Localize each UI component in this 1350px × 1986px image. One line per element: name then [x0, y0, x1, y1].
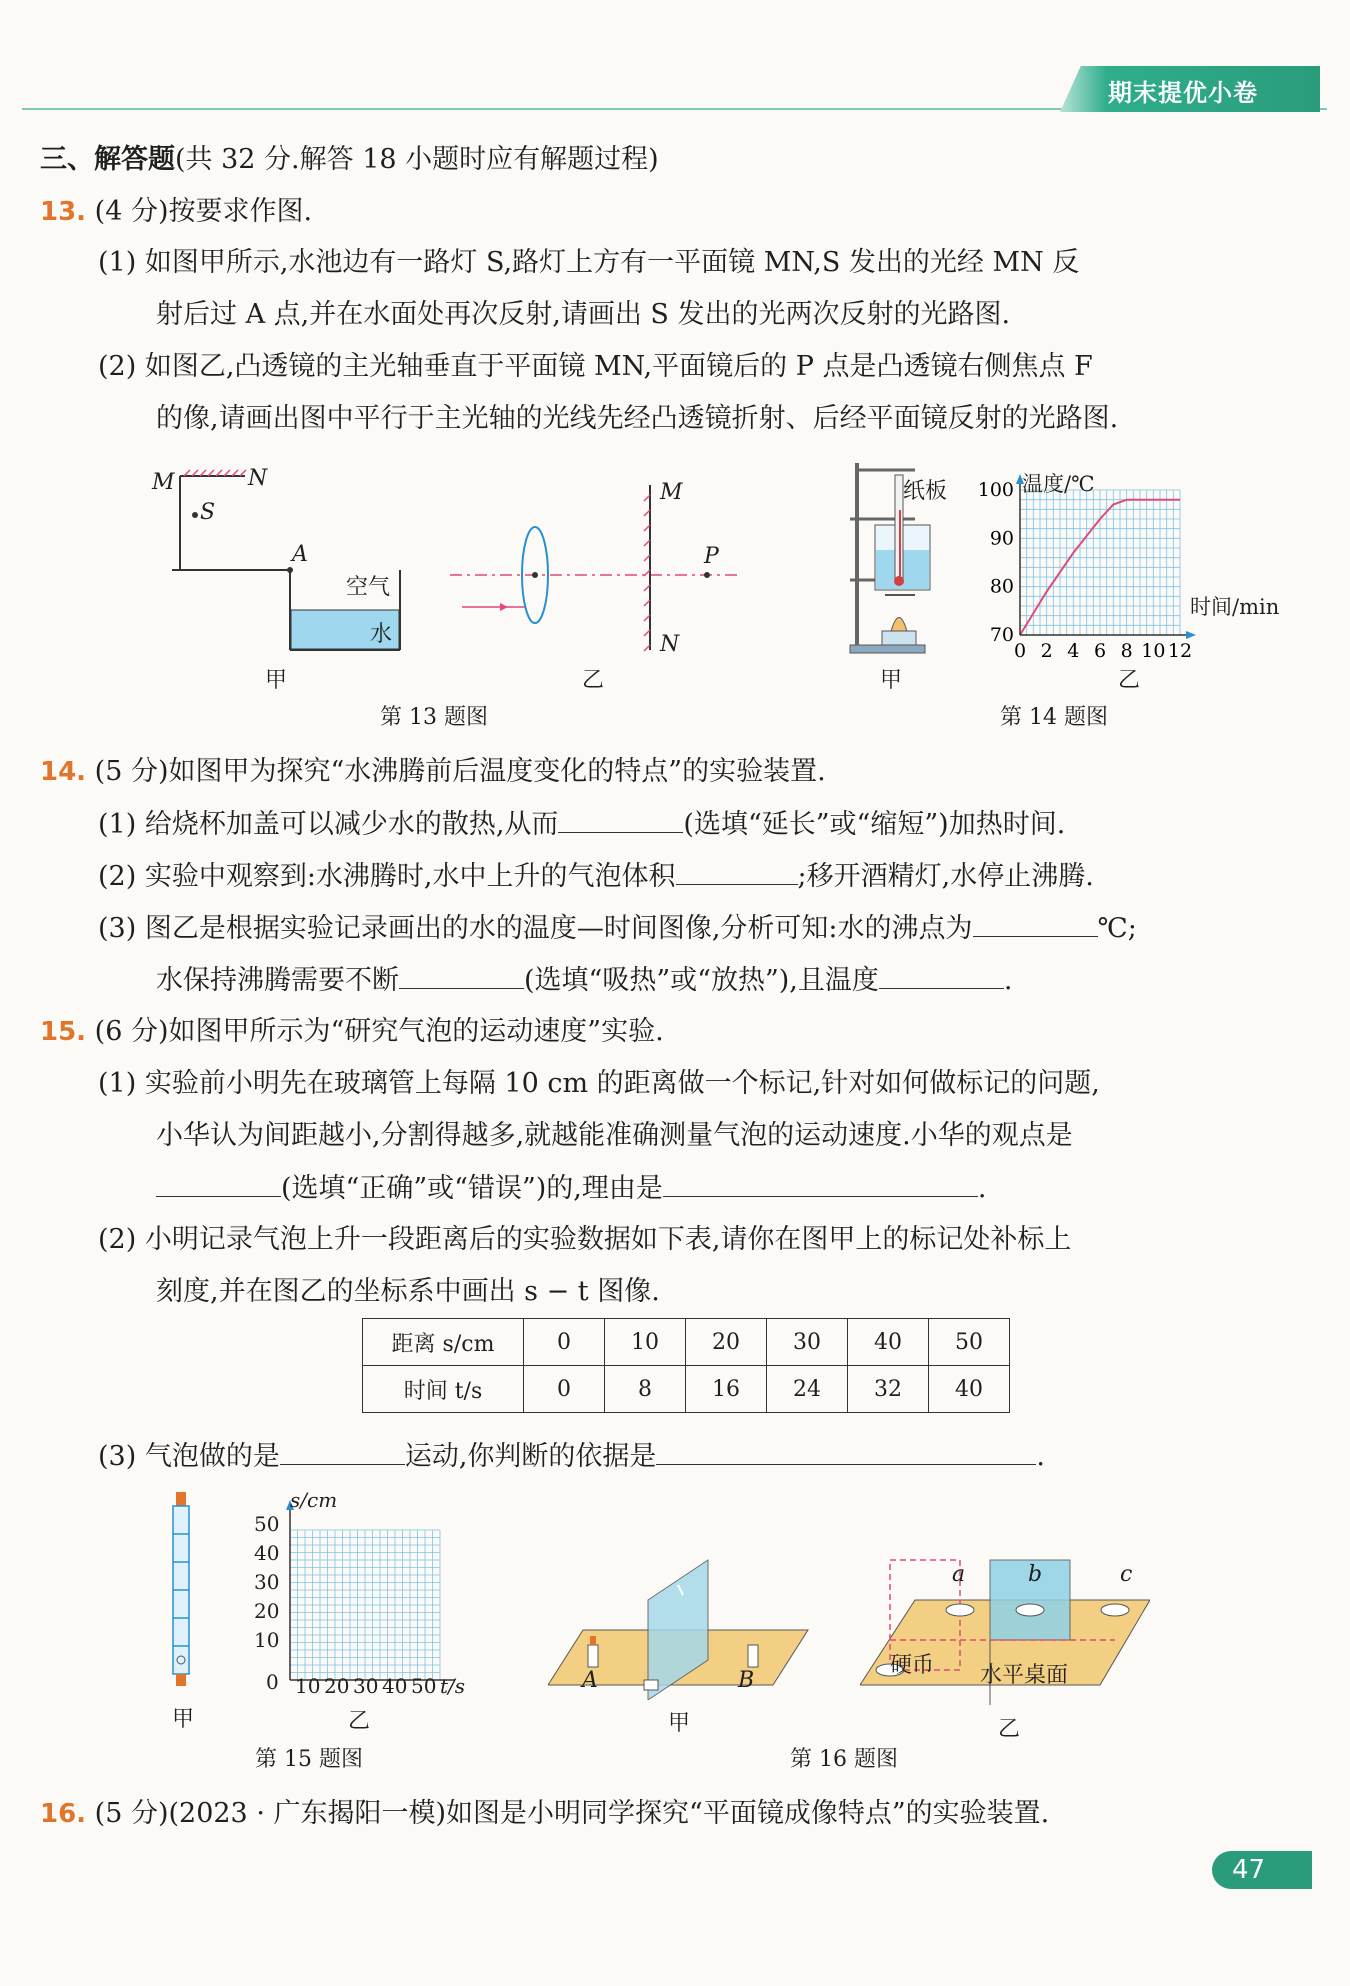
- table-cell: 0: [524, 1366, 605, 1413]
- chart14-ylabel: 温度/℃: [1022, 472, 1095, 496]
- q14-blank-2[interactable]: [676, 856, 798, 885]
- fig16-B: B: [738, 1668, 755, 1693]
- fig15-yi-label: 乙: [348, 1709, 371, 1734]
- fig15-ytick: 50: [254, 1512, 280, 1536]
- page-number: 47: [1212, 1851, 1312, 1889]
- fig14-paperboard-label: 纸板: [903, 479, 948, 504]
- q14-p3: [98, 908, 1137, 949]
- fig16-table-label: 水平桌面: [980, 1663, 1069, 1688]
- fig13-caption: 第 13 题图: [380, 705, 488, 730]
- q13-p2b: 的像,请画出图中平行于主光轴的光线先经凸透镜折射、后经平面镜反射的光路图.: [156, 403, 1119, 434]
- q13-p1a: (1) 如图甲所示,水池边有一路灯 S,路灯上方有一平面镜 MN,S 发出的光经 MN 反: [98, 247, 1080, 278]
- fig13-jia-label: 甲: [265, 668, 288, 693]
- q14-blank-3[interactable]: [973, 908, 1098, 937]
- table-cell: 时间 t/s: [363, 1366, 524, 1413]
- q14-blank-4[interactable]: [399, 960, 524, 989]
- q14-p3c: 水保持沸腾需要不断: [156, 965, 399, 996]
- q15-intro-line: [40, 1012, 664, 1052]
- q13-p2a: (2) 如图乙,凸透镜的主光轴垂直于平面镜 MN,平面镜后的 P 点是凸透镜右侧焦点 F: [98, 351, 1093, 382]
- fig16-coin-label: 硬币: [890, 1653, 935, 1678]
- fig15-caption: 第 15 题图: [255, 1747, 363, 1772]
- fig16-yi-label: 乙: [998, 1717, 1021, 1742]
- q15-blank-1[interactable]: [156, 1168, 281, 1197]
- q14-blank-1[interactable]: [558, 804, 683, 833]
- fig13-jia-S: S: [200, 500, 216, 525]
- fig13-jia-N: N: [248, 466, 268, 491]
- fig15-jia-label: 甲: [172, 1707, 195, 1732]
- fig15-s-axis: s/cm: [290, 1488, 338, 1512]
- fig15-xtick: 40: [382, 1674, 408, 1698]
- chart14-xtick-label: 0: [1013, 640, 1027, 662]
- fig16-c: c: [1120, 1562, 1133, 1587]
- fig13-yi-diagram: [450, 480, 740, 660]
- table-cell: 距离 s/cm: [363, 1319, 524, 1366]
- q16-line: [40, 1794, 1049, 1834]
- table-cell: 8: [605, 1366, 686, 1413]
- q13-number: 13.: [40, 197, 87, 227]
- q14-p1: [98, 804, 1065, 845]
- table-cell: 40: [929, 1366, 1010, 1413]
- table-row: [363, 1319, 1010, 1366]
- q14-p3d: (选填“吸热”或“放热”),且温度: [524, 965, 879, 996]
- fig15-xtick: 10: [295, 1674, 321, 1698]
- q15-p1b: 小华认为间距越小,分割得越多,就越能准确测量气泡的运动速度.小华的观点是: [156, 1120, 1073, 1151]
- fig13-air-label: 空气: [346, 575, 391, 600]
- chart14-xtick-label: 6: [1093, 640, 1107, 662]
- q15-p1c: (选填“正确”或“错误”)的,理由是: [281, 1173, 663, 1204]
- chart14-ytick-label: 80: [989, 575, 1014, 598]
- fig15-xtick: 50: [411, 1674, 437, 1698]
- q15-blank-2[interactable]: [663, 1168, 978, 1197]
- fig15-xtick: 20: [324, 1674, 350, 1698]
- section-title: 三、解答题: [40, 144, 175, 175]
- q16-number: 16.: [40, 1799, 87, 1829]
- fig15-st-grid: [285, 1500, 460, 1690]
- fig16-caption: 第 16 题图: [790, 1747, 898, 1772]
- fig15-xtick: 0: [266, 1670, 279, 1694]
- fig13-yi-label: 乙: [582, 668, 605, 693]
- q14-p2a: (2) 实验中观察到:水沸腾时,水中上升的气泡体积: [98, 861, 676, 892]
- chart14-xtick-label: 12: [1167, 640, 1193, 662]
- q14-p3e: .: [1003, 965, 1013, 996]
- section-heading: [40, 140, 659, 180]
- fig13-jia-A: A: [292, 542, 308, 567]
- q13-intro-line: [40, 192, 312, 232]
- fig15-glass-tube: [165, 1490, 205, 1690]
- q15-blank-3[interactable]: [280, 1436, 405, 1465]
- fig15-t-axis: t/s: [440, 1674, 466, 1698]
- q14-p2b: ;移开酒精灯,水停止沸腾.: [797, 861, 1094, 892]
- q14-blank-5[interactable]: [879, 960, 1004, 989]
- q15-p2b: 刻度,并在图乙的坐标系中画出 s − t 图像.: [156, 1276, 660, 1307]
- chart14-xtick-label: 8: [1120, 640, 1133, 662]
- q14-p3b: ℃;: [1097, 913, 1137, 944]
- fig13-yi-N: N: [660, 632, 680, 657]
- q15-p3: [98, 1436, 1045, 1477]
- table-cell: 0: [524, 1319, 605, 1366]
- fig16-A: A: [582, 1668, 598, 1693]
- q13-p1b: 射后过 A 点,并在水面处再次反射,请画出 S 发出的光两次反射的光路图.: [156, 299, 1011, 330]
- fig13-jia-M: M: [152, 470, 175, 495]
- q15-blank-4[interactable]: [656, 1436, 1036, 1465]
- fig15-ytick: 40: [254, 1541, 280, 1565]
- fig13-water-label: 水: [370, 622, 393, 647]
- q15-p2a: (2) 小明记录气泡上升一段距离后的实验数据如下表,请你在图甲上的标记处补标上: [98, 1224, 1072, 1255]
- chart14-xtick-label: 2: [1040, 640, 1053, 662]
- fig13-yi-P: P: [704, 544, 719, 569]
- chart14-ytick-label: 70: [989, 624, 1014, 646]
- chart14-xtick-label: 4: [1067, 640, 1080, 662]
- q15-p3c: .: [1036, 1441, 1046, 1472]
- q15-p1a: (1) 实验前小明先在玻璃管上每隔 10 cm 的距离做一个标记,针对如何做标记的问题,: [98, 1068, 1100, 1099]
- fig14-yi-label: 乙: [1118, 668, 1141, 693]
- fig15-ytick: 10: [254, 1628, 280, 1652]
- q15-data-table: [362, 1318, 1010, 1413]
- q14-p3-cont: [156, 960, 1012, 1001]
- q14-p2: [98, 856, 1094, 897]
- q15-p3a: (3) 气泡做的是: [98, 1441, 280, 1472]
- q14-p1b: (选填“延长”或“缩短”)加热时间.: [683, 809, 1066, 840]
- table-cell: 16: [686, 1366, 767, 1413]
- q16-text: (5 分)(2023 · 广东揭阳一模)如图是小明同学探究“平面镜成像特点”的实验装置.: [94, 1798, 1050, 1829]
- fig15-xtick: 30: [353, 1674, 379, 1698]
- section-note: (共 32 分.解答 18 小题时应有解题过程): [175, 144, 659, 175]
- q14-number: 14.: [40, 757, 87, 787]
- fig15-ytick: 30: [254, 1570, 280, 1594]
- fig16-b: b: [1028, 1562, 1043, 1587]
- q15-number: 15.: [40, 1017, 87, 1047]
- table-row: [363, 1366, 1010, 1413]
- header-tab-title: 期末提优小卷: [1108, 79, 1258, 107]
- chart14-xlabel: 时间/min: [1190, 595, 1280, 619]
- chart14-ytick-label: 90: [989, 527, 1014, 550]
- fig14-caption: 第 14 题图: [1000, 705, 1108, 730]
- q14-intro-line: [40, 752, 826, 792]
- table-cell: 40: [848, 1319, 929, 1366]
- q14-intro: (5 分)如图甲为探究“水沸腾前后温度变化的特点”的实验装置.: [94, 756, 826, 787]
- table-cell: 10: [605, 1319, 686, 1366]
- q14-p1a: (1) 给烧杯加盖可以减少水的散热,从而: [98, 809, 559, 840]
- q15-p3b: 运动,你判断的依据是: [404, 1441, 657, 1472]
- q13-intro: (4 分)按要求作图.: [94, 196, 313, 227]
- table-cell: 32: [848, 1366, 929, 1413]
- q15-p1-cont: [156, 1168, 986, 1209]
- fig16-a: a: [952, 1562, 966, 1587]
- chart14-xtick-label: 10: [1141, 640, 1166, 662]
- q15-p1d: .: [977, 1173, 987, 1204]
- fig13-yi-M: M: [660, 480, 683, 505]
- chart14-ytick-label: 100: [977, 479, 1014, 501]
- table-cell: 20: [686, 1319, 767, 1366]
- table-cell: 30: [767, 1319, 848, 1366]
- fig14-jia-label: 甲: [880, 668, 903, 693]
- fig13-jia-diagram: [140, 460, 440, 690]
- table-cell: 24: [767, 1366, 848, 1413]
- fig14-temperature-chart: [960, 470, 1300, 665]
- q14-p3a: (3) 图乙是根据实验记录画出的水的温度—时间图像,分析可知:水的沸点为: [98, 913, 973, 944]
- q15-intro: (6 分)如图甲所示为“研究气泡的运动速度”实验.: [94, 1016, 664, 1047]
- table-cell: 50: [929, 1319, 1010, 1366]
- fig16-jia-label: 甲: [668, 1711, 691, 1736]
- fig15-ytick: 20: [254, 1599, 280, 1623]
